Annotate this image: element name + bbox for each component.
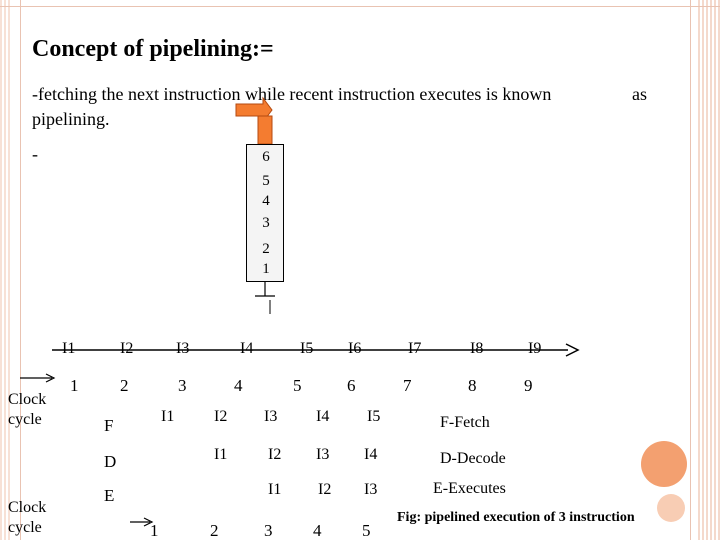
- execute-row-label: E: [104, 486, 115, 505]
- fetch-cell: I3: [264, 408, 278, 425]
- slide-title: Concept of pipelining:=: [32, 36, 274, 62]
- legend-decode: D-Decode: [440, 450, 506, 467]
- figure-caption: Fig: pipelined execution of 3 instruction: [397, 510, 635, 525]
- paragraph-line-1: -fetching the next instruction while recent instruction executes is known: [32, 84, 552, 104]
- timeline-instruction: I1: [62, 340, 76, 357]
- legend-fetch: F-Fetch: [440, 414, 490, 431]
- bullet-dash: -: [32, 144, 38, 164]
- clock-cycle-label-top: Clock cycle: [8, 391, 47, 428]
- timeline-number: 5: [293, 376, 302, 395]
- execute-cell: I1: [268, 481, 282, 498]
- execute-cell: I3: [364, 481, 378, 498]
- stack-number: 6: [262, 149, 270, 165]
- timeline-number: 4: [234, 376, 243, 395]
- timeline-instruction: I7: [408, 340, 422, 357]
- decode-cell: I2: [268, 446, 282, 463]
- timeline-number: 6: [347, 376, 356, 395]
- timeline-number: 2: [120, 376, 129, 395]
- fetch-cell: I4: [316, 408, 330, 425]
- timeline-instruction: I5: [300, 340, 314, 357]
- fetch-cell: I1: [161, 408, 175, 425]
- paragraph-line-2: pipelining.: [32, 109, 110, 129]
- fetch-cell: I5: [367, 408, 381, 425]
- timeline-number: 9: [524, 376, 533, 395]
- timeline-number: 8: [468, 376, 477, 395]
- decode-cell: I3: [316, 446, 330, 463]
- timeline-instruction: I9: [528, 340, 542, 357]
- orange-arrow-stem: [258, 116, 272, 144]
- stack-number: 5: [262, 173, 270, 189]
- timeline-instruction: I6: [348, 340, 362, 357]
- fetch-row-label: F: [104, 416, 114, 435]
- timeline-number: 3: [178, 376, 187, 395]
- instruction-stack: [246, 144, 284, 282]
- fetch-cell: I2: [214, 408, 228, 425]
- timeline-instruction: I3: [176, 340, 190, 357]
- stack-number: 4: [262, 193, 270, 209]
- cycle-number: 3: [264, 521, 273, 540]
- cycle-number: 2: [210, 521, 219, 540]
- timeline-number: 7: [403, 376, 412, 395]
- decode-cell: I4: [364, 446, 378, 463]
- legend-execute: E-Executes: [433, 480, 506, 497]
- stack-number: 3: [262, 215, 270, 231]
- clock-cycle-label-bottom: Clock cycle: [8, 499, 47, 536]
- decode-cell: I1: [214, 446, 228, 463]
- timeline-instruction: I2: [120, 340, 134, 357]
- timeline-number: 1: [70, 376, 79, 395]
- stack-number: 1: [262, 261, 270, 277]
- timeline-instruction: I8: [470, 340, 484, 357]
- cycle-number: 5: [362, 521, 371, 540]
- decode-row-label: D: [104, 452, 117, 471]
- cycle-number: 4: [313, 521, 322, 540]
- execute-cell: I2: [318, 481, 332, 498]
- timeline-instruction: I4: [240, 340, 254, 357]
- stack-number: 2: [262, 241, 270, 257]
- cycle-number: 1: [150, 521, 159, 540]
- paragraph-as-word: as: [632, 84, 647, 104]
